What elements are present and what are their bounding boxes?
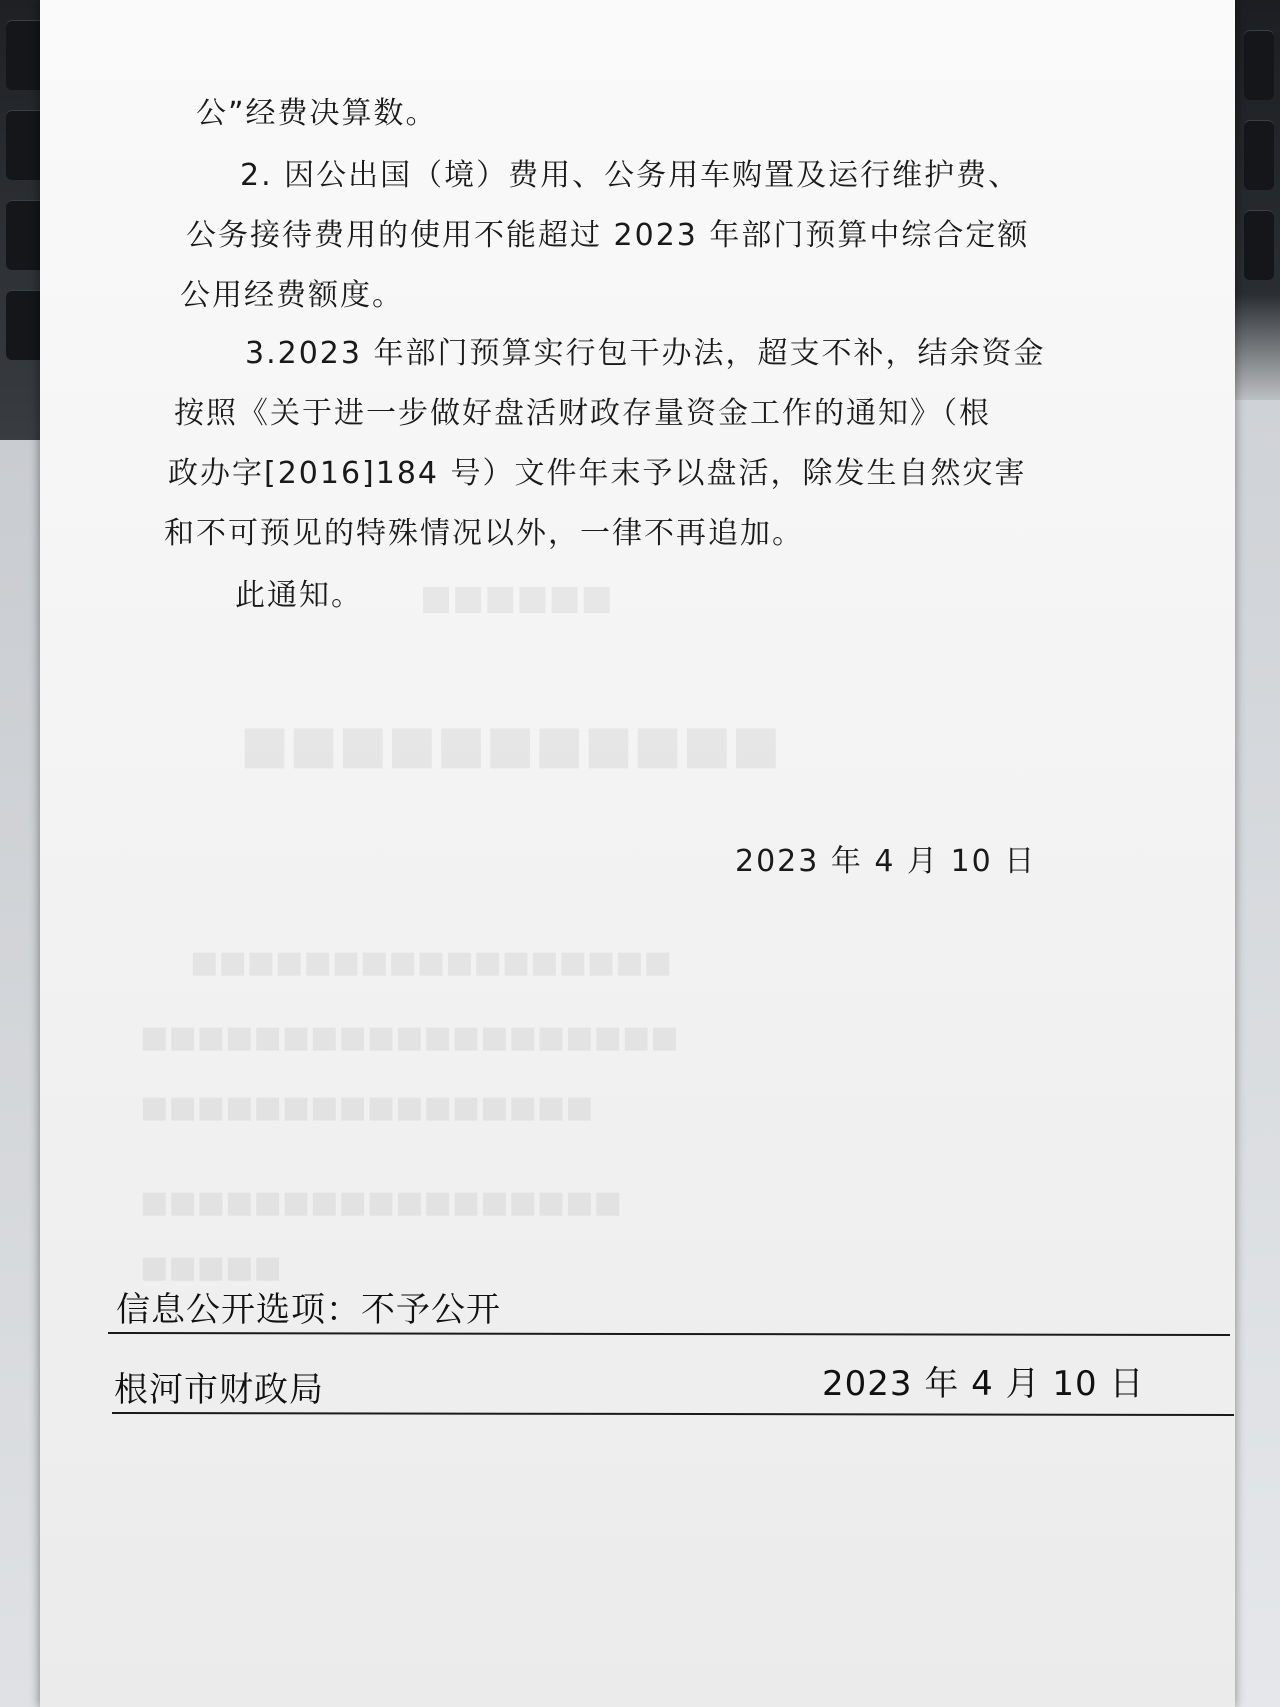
bleed-through-mark: ■■■■■■ [420, 578, 613, 618]
document-date: 2023 年 4 月 10 日 [735, 844, 1037, 879]
body-line: 2. 因公出国（境）费用、公务用车购置及运行维护费、 [240, 158, 1021, 193]
body-line: 和不可预见的特殊情况以外，一律不再追加。 [164, 516, 804, 551]
bleed-through-mark: ■■■■■■■■■■■■■■■■■ [140, 1185, 622, 1220]
body-line: 公用经费额度。 [180, 278, 404, 313]
body-line: 公”经费决算数。 [196, 96, 438, 131]
bleed-through-mark: ■■■■■ [140, 1250, 282, 1285]
body-line: 公务接待费用的使用不能超过 2023 年部门预算中综合定额 [186, 218, 1030, 253]
bleed-through-mark: ■■■■■■■■■■■■■■■■■■■ [140, 1020, 679, 1055]
body-line: 3.2023 年部门预算实行包干办法，超支不补，结余资金 [245, 336, 1046, 371]
body-line: 按照《关于进一步做好盘活财政存量资金工作的通知》（根 [174, 396, 991, 431]
disclosure-option: 信息公开选项：不予公开 [116, 1290, 501, 1330]
issue-date: 2023 年 4 月 10 日 [822, 1364, 1145, 1404]
document-page [40, 0, 1235, 1707]
keyboard-key [1244, 120, 1274, 190]
issuing-authority: 根河市财政局 [114, 1370, 324, 1410]
keyboard-key [1244, 210, 1274, 280]
footer-rule-top [108, 1332, 1230, 1336]
closing-line: 此通知。 [235, 578, 363, 613]
body-line: 政办字[2016]184 号）文件年末予以盘活，除发生自然灾害 [168, 456, 1027, 491]
keyboard-key [1244, 30, 1274, 100]
footer-rule-bottom [112, 1412, 1234, 1416]
bleed-through-mark: ■■■■■■■■■■■ [240, 715, 781, 775]
bleed-through-mark: ■■■■■■■■■■■■■■■■■ [190, 945, 672, 980]
bleed-through-mark: ■■■■■■■■■■■■■■■■ [140, 1090, 594, 1125]
